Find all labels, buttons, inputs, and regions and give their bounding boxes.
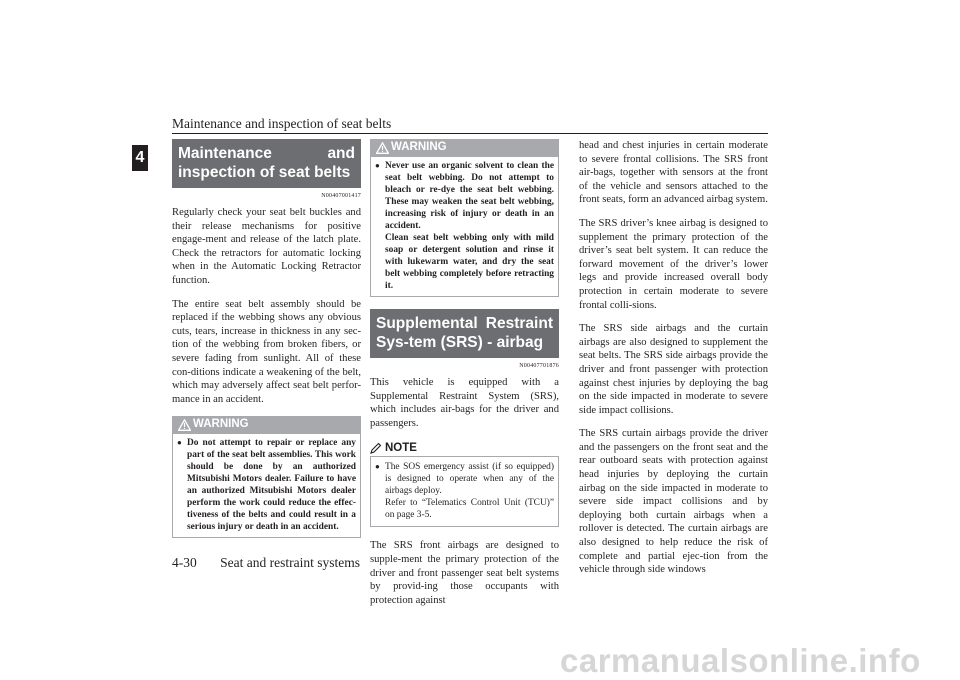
note-block — [370, 440, 559, 527]
page-number: 4-30 — [172, 555, 197, 570]
page-footer — [172, 555, 380, 571]
warning-label: WARNING — [391, 141, 447, 153]
note-body — [370, 457, 559, 527]
warning-body — [172, 433, 361, 538]
chapter-tab: 4 — [132, 145, 148, 171]
warning-block — [370, 139, 559, 297]
section-code: N00407001417 — [321, 193, 361, 199]
column-2 — [370, 139, 559, 617]
page-header-title: Maintenance and inspection of seat belts — [172, 116, 392, 131]
warning-text: Do not attempt to repair or replace any part of the seat belt assemblies. This work should be done by an authorized Mitsubishi Motors dealer. Failure to have an authorized Mitsubishi Motors dealer perform the work could reduce the effec-tiveness of the belts and could result in a serious injury or death in an accident. — [187, 438, 356, 533]
header-rule — [172, 133, 768, 134]
warning-triangle-icon — [178, 419, 191, 431]
section-heading-srs: Supplemental Restraint Sys-tem (SRS) - airbag — [370, 309, 559, 358]
note-header — [370, 440, 559, 457]
footer-section-title: Seat and restraint systems — [220, 555, 360, 570]
note-item — [375, 461, 554, 521]
bullet-icon: ● — [177, 438, 182, 448]
paragraph: The SRS curtain airbags provide the driver and the passengers on the front seat and the rear outboard seats with protection against head injuries by deploying the curtain airbag on the side impacted in moderate to severe side impact collisions and by deploying both curtain airbags when a rollover is detected. The curtain airbags are also designed to help reduce the risk of complete and partial ejec-tion from the vehicle through side windows — [579, 428, 768, 576]
section-heading-maintenance: Maintenance and inspection of seat belts — [172, 139, 361, 188]
warning-item — [375, 160, 554, 292]
bullet-icon: ● — [375, 161, 380, 170]
paragraph: The SRS driver’s knee airbag is designed to supplement the primary protection of the driver’s seat belt system. It can reduce the forward movement of the driver’s lower legs and provide increased overall body protection in certain moderate to severe frontal colli-sions. — [579, 217, 768, 311]
warning-item — [177, 437, 356, 533]
paragraph: The entire seat belt assembly should be replaced if the webbing shows any obvious cuts, tears, increase in thickness in any sec-tion of the webbing from broken fibers, or severe fading from sunlight. All of these con-ditions indicate a weakening of the belt, which may adversely affect seat belt perfor-mance in an accident. — [172, 298, 361, 405]
warning-label: WARNING — [193, 418, 249, 431]
warning-text: Never use an organic solvent to clean the seat belt webbing. Do not attempt to bleach or re-dye the seat belt webbing. These may weaken the seat belt webbing, increasing risk of injury or death in an accident. Clean seat belt webbing only with mild soap or detergent solution and rinse it with lukewarm water, and dry the seat belt webbing completely before retracting it. — [385, 161, 554, 291]
watermark: carmanualsonline.info — [560, 642, 921, 679]
note-icon — [370, 442, 382, 454]
warning-header — [172, 416, 361, 433]
note-text: The SOS emergency assist (if so equipped) is designed to operate when any of the airbags deploy. Refer to “Telematics Control Unit (TCU)” on page 3-5. — [385, 462, 554, 521]
paragraph: This vehicle is equipped with a Supplemental Restraint System (SRS), which includes air-bags for the driver and passengers. — [370, 377, 559, 429]
section-code: N00407701876 — [519, 363, 559, 369]
warning-block — [172, 416, 361, 538]
note-label: NOTE — [385, 442, 417, 455]
paragraph: head and chest injuries in certain moderate to severe frontal collisions. The SRS front air-bags, together with sensors at the front of the vehicle and sensors attached to the front seats, form an advanced airbag system. — [579, 140, 768, 206]
warning-body — [370, 156, 559, 297]
paragraph: Regularly check your seat belt buckles and their release mechanisms for positive engage-ment and release of the latch plate. Check the retractors for automatic locking when in the Automatic Locking Retractor function. — [172, 207, 361, 286]
warning-header — [370, 139, 559, 156]
paragraph: The SRS side airbags and the curtain airbags are also designed to supplement the seat belts. The SRS side airbags provide the driver and front passenger with protection against chest injuries by deploying the bag on the side impacted in moderate to severe side impact collisions. — [579, 323, 768, 416]
warning-triangle-icon — [376, 142, 389, 154]
bullet-icon: ● — [375, 462, 380, 472]
paragraph: The SRS front airbags are designed to supple-ment the primary protection of the driver and front passenger seat belt systems by provid-ing those occupants with protection against — [370, 540, 559, 606]
column-3 — [579, 139, 768, 587]
column-1 — [172, 139, 361, 538]
